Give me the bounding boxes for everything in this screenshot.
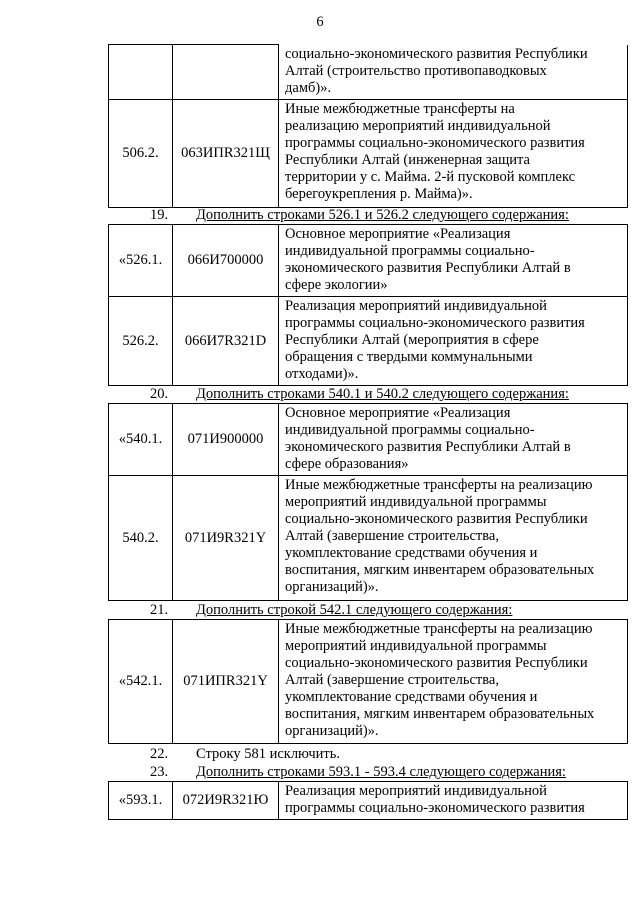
row-number-cell: 506.2.	[109, 99, 173, 207]
description-cell	[279, 620, 628, 744]
description-text: Реализация мероприятий индивидуальной программы социально-экономического развития	[285, 783, 585, 816]
budget-code-cell	[173, 45, 279, 100]
table-items-593	[108, 781, 628, 820]
item-text: Дополнить строкой 542.1 следующего содержания:	[196, 602, 513, 618]
budget-code-cell: 072И9R321Ю	[173, 782, 279, 820]
budget-code-cell: 071И900000	[173, 404, 279, 476]
description-text: социально-экономического развития Республики Алтай (строительство противопаводковых дамб)».	[285, 45, 588, 96]
table-row	[109, 620, 628, 744]
table-continued	[108, 44, 628, 208]
budget-code-cell: 071ИПR321Y	[173, 620, 279, 744]
table-row	[109, 297, 628, 386]
table-row	[109, 404, 628, 476]
description-text: Основное мероприятие «Реализация индивидуальной программы социально- экономического развития Республики Алтай в сфере экологии»	[285, 226, 571, 293]
budget-code-cell: 066И7R321D	[173, 297, 279, 386]
item-number: 21.	[150, 602, 169, 618]
description-cell	[279, 782, 628, 820]
amendment-item-23	[150, 764, 566, 781]
description-text: Иные межбюджетные трансферты на реализацию мероприятий индивидуальной программы социально-экономического развития Республики Алтай (завершение строительства, укомплектование средствами обучения и воспитания, мягким инвентарем образовательных организаций)».	[285, 477, 595, 595]
amendment-item-21	[150, 602, 512, 619]
item-number: 20.	[150, 386, 169, 402]
amendment-item-20	[150, 386, 569, 403]
table-row	[109, 225, 628, 297]
amendment-item-22	[150, 746, 340, 763]
table-row	[109, 476, 628, 601]
description-text: Реализация мероприятий индивидуальной программы социально-экономического развития Республики Алтай (мероприятия в сфере обращения с твердыми коммунальными отходами)».	[285, 298, 585, 382]
table-items-540	[108, 403, 628, 601]
description-cell	[279, 45, 628, 100]
row-number-cell: 526.2.	[109, 297, 173, 386]
item-number: 22.	[150, 746, 169, 762]
budget-code-cell: 066И700000	[173, 225, 279, 297]
description-text: Иные межбюджетные трансферты на реализацию мероприятий индивидуальной программы социально-экономического развития Республики Алтай (завершение строительства, укомплектование средствами обучения и воспитания, мягким инвентарем образовательных организаций)».	[285, 621, 595, 739]
budget-code-cell: 063ИПR321Щ	[173, 99, 279, 207]
budget-code-cell: 071И9R321Y	[173, 476, 279, 601]
description-cell	[279, 297, 628, 386]
row-number-cell: «540.1.	[109, 404, 173, 476]
description-cell	[279, 99, 628, 207]
item-text: Дополнить строками 593.1 - 593.4 следующего содержания:	[196, 764, 566, 780]
item-text: Строку 581 исключить.	[196, 746, 340, 762]
item-text: Дополнить строками 540.1 и 540.2 следующего содержания:	[196, 386, 569, 402]
amendment-item-19	[150, 207, 569, 224]
item-text: Дополнить строками 526.1 и 526.2 следующего содержания:	[196, 207, 569, 223]
table-row	[109, 99, 628, 207]
row-number-cell	[109, 45, 173, 100]
description-cell	[279, 404, 628, 476]
item-number: 19.	[150, 207, 169, 223]
row-number-cell: 540.2.	[109, 476, 173, 601]
table-items-526	[108, 224, 628, 386]
row-number-cell: «542.1.	[109, 620, 173, 744]
description-cell	[279, 476, 628, 601]
row-number-cell: «593.1.	[109, 782, 173, 820]
table-row	[109, 782, 628, 820]
page-number: 6	[316, 14, 324, 30]
description-cell	[279, 225, 628, 297]
table-row	[109, 45, 628, 100]
table-items-542	[108, 619, 628, 744]
item-number: 23.	[150, 764, 169, 780]
description-text: Основное мероприятие «Реализация индивидуальной программы социально- экономического развития Республики Алтай в сфере образования»	[285, 405, 571, 472]
row-number-cell: «526.1.	[109, 225, 173, 297]
description-text: Иные межбюджетные трансферты на реализацию мероприятий индивидуальной программы социально-экономического развития Республики Алтай (инженерная защита территории у с. Майма. 2-й пусковой комплекс берегоукрепления р. Майма)».	[285, 100, 585, 202]
